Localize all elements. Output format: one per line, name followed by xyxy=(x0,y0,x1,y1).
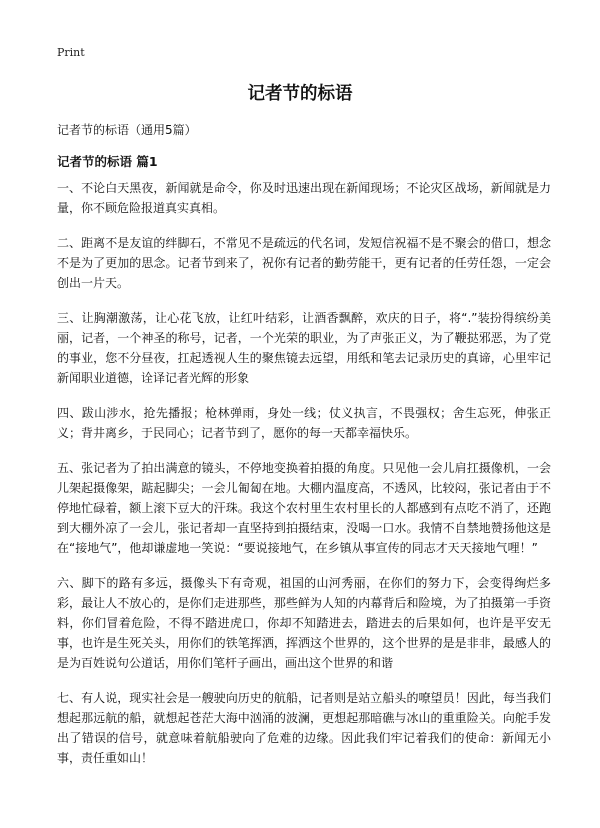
paragraph-3: 三、让胸潮激荡，让心花飞放，让红叶结彩，让酒香飘醉，欢庆的日子，将“.”装扮得缤纷美丽，记者，一个神圣的称号，记者，一个光荣的职业，为了声张正义，为了鞭挞邪恶，为了党的事业，您不分昼夜，扛起透视人生的聚焦镜去远望，用纸和笔去记录历史的真谛，心里牢记新闻职业道德，诠译记者光辉的形象 xyxy=(57,311,551,385)
page-title: 记者节的标语 xyxy=(247,84,353,104)
print-link[interactable]: Print xyxy=(57,46,85,59)
paragraph-6: 六、脚下的路有多远，摄像头下有奇观，祖国的山河秀丽，在你们的努力下，会变得绚烂多彩，最让人不放心的，是你们走进那些，那些鲜为人知的内幕背后和险境，为了拍摄第一手资料，你们冒着危险，不得不踏进虎口，你却不知踏进去，踏进去的后果如何，也许是平安无事，也许是生死关头，用你们的铁笔挥洒，挥洒这个世界的，这个世界的是是非非，最感人的是为百姓说句公道话，用你们笔杆子画出，画出这个世界的和谐 xyxy=(57,576,551,670)
paragraph-7: 七、有人说，现实社会是一艘驶向历史的航船，记者则是站立船头的嘹望员！因此，每当我们想起那远航的船，就想起苍茫大海中汹涌的波澜，更想起那暗礁与冰山的重重险关。向舵手发出了错误的信号，就意味着航船驶向了危难的边缘。因此我们牢记着我们的使命：新闻无小事，责任重如山！ xyxy=(57,691,551,765)
section-heading: 记者节的标语 篇1 xyxy=(57,154,158,169)
paragraph-5: 五、张记者为了拍出满意的镜头，不停地变换着拍摄的角度。只见他一会儿肩扛摄像机，一会儿架起摄像架，踮起脚尖；一会儿匍匐在地。大棚内温度高，不透风，比较闷，张记者由于不停地忙碌着，额上滚下豆大的汗珠。我这个农村里生农村里长的人都感到有点吃不消了，还跑到大棚外凉了一会儿，张记者却一直坚持到拍摄结束，没喝一口水。我情不自禁地赞扬他这是在“接地气”，他却谦虚地一笑说：“要说接地气，在乡镇从事宣传的同志才天天接地气哩！” xyxy=(57,461,551,555)
document-subtitle: 记者节的标语（通用5篇） xyxy=(57,123,197,137)
paragraph-1: 一、不论白天黑夜，新闻就是命令，你及时迅速出现在新闻现场；不论灾区战场，新闻就是力量，你不顾危险报道真实真相。 xyxy=(57,181,551,215)
article-body xyxy=(57,178,551,783)
paragraph-4: 四、跋山涉水，抢先播报；枪林弹雨，身处一线；仗义执言，不畏强权；舍生忘死，伸张正义；背井离乡，于民同心；记者节到了，愿你的每一天都幸福快乐。 xyxy=(57,406,551,440)
paragraph-2: 二、距离不是友谊的绊脚石，不常见不是疏远的代名词，发短信祝福不是不聚会的借口，想念不是为了更加的思念。记者节到来了，祝你有记者的勤劳能干，更有记者的任劳任怨，一定会创出一片天。 xyxy=(57,236,551,290)
